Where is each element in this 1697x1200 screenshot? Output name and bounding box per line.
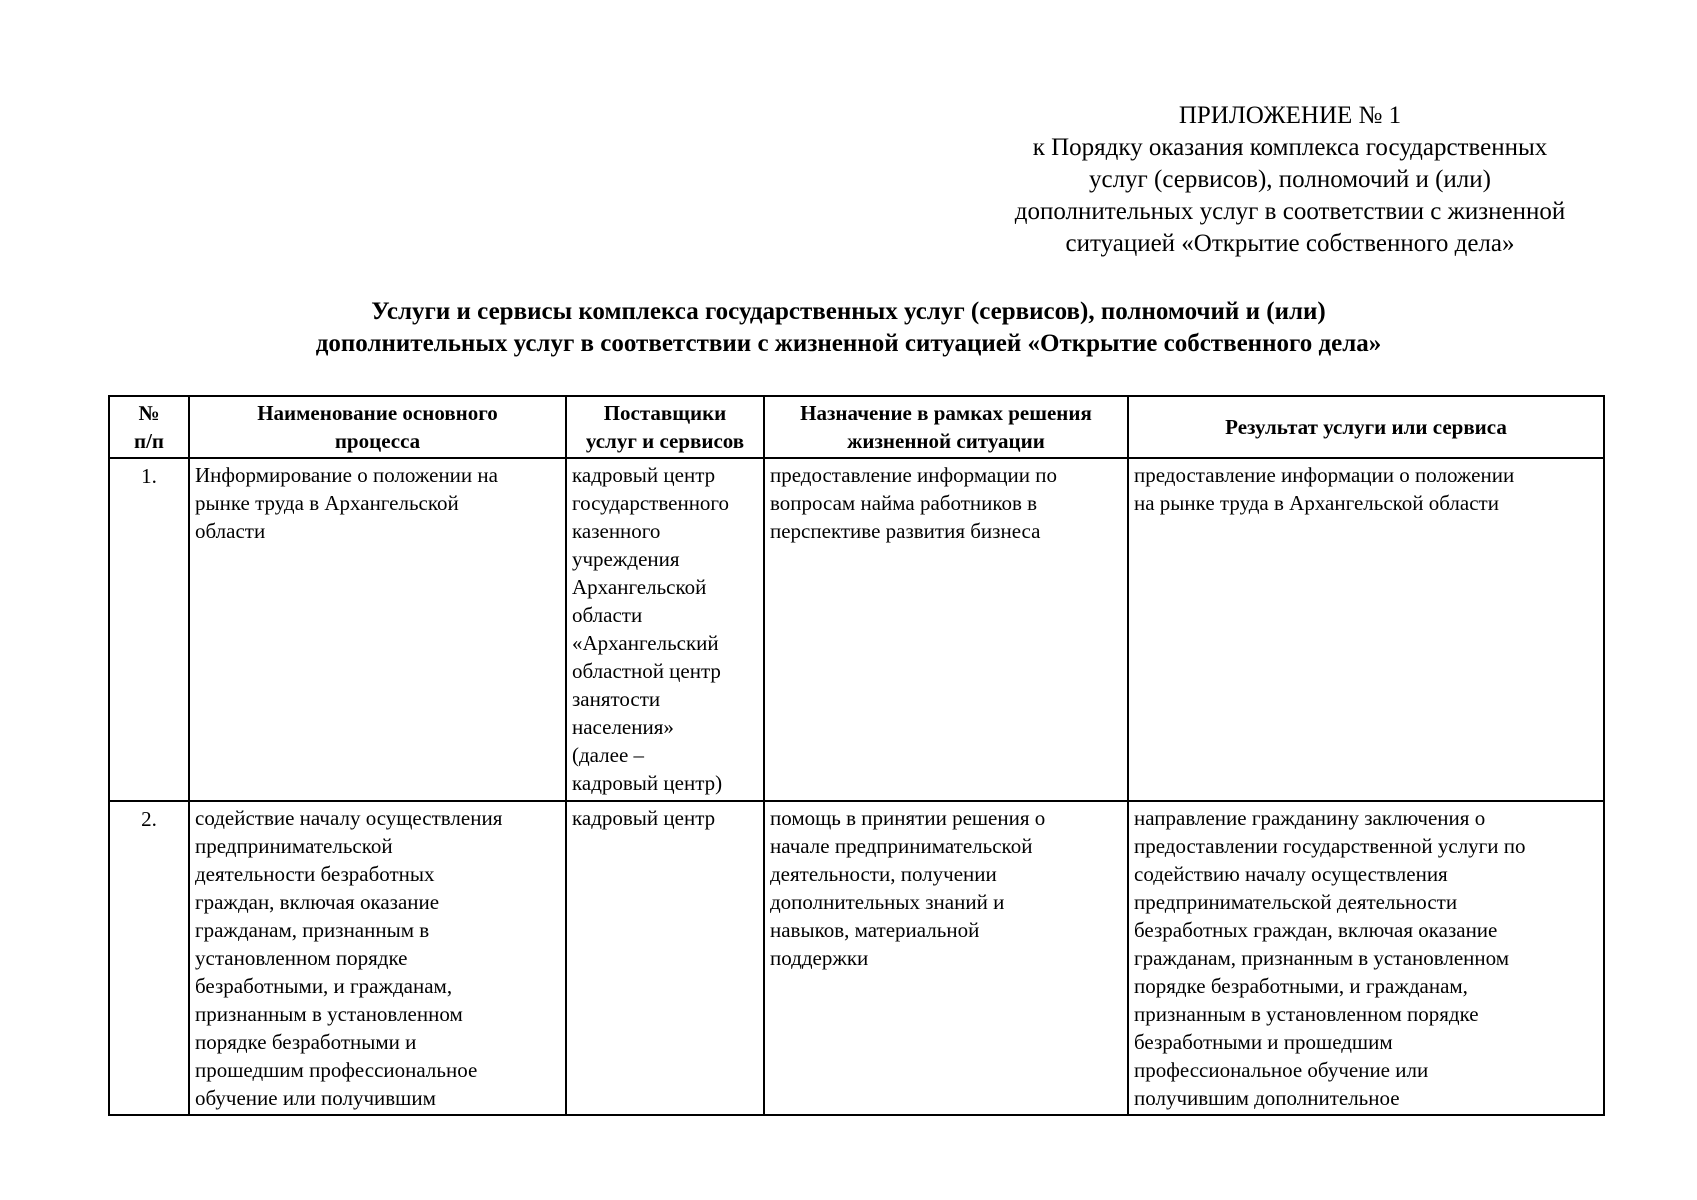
process-cell xyxy=(189,801,566,1115)
cell-text-line: гражданам, признанным в xyxy=(195,918,430,942)
cell-text-line: прошедшим профессиональное xyxy=(195,1058,478,1082)
header-number-line: № xyxy=(138,401,160,425)
cell-text-line: поддержки xyxy=(770,946,869,970)
header-number-line: п/п xyxy=(133,429,165,453)
process-cell xyxy=(189,458,566,801)
header-providers xyxy=(566,396,764,458)
cell-text-line: установленном порядке xyxy=(195,946,408,970)
purpose-cell xyxy=(764,801,1128,1115)
table-header-row xyxy=(109,396,1604,458)
cell-text-line: предпринимательской деятельности xyxy=(1134,890,1458,914)
header-number xyxy=(109,396,189,458)
cell-text-line: порядке безработными и xyxy=(195,1030,417,1054)
provider-cell xyxy=(566,801,764,1115)
appendix-line: ситуацией «Открытие собственного дела» xyxy=(1065,230,1515,257)
cell-text-line: кадровый центр xyxy=(572,806,716,830)
cell-text-line: учреждения xyxy=(572,547,680,571)
cell-text-line: кадровый центр xyxy=(572,463,716,487)
cell-text-line: порядке безработными, и гражданам, xyxy=(1134,974,1468,998)
cell-text-line: профессиональное обучение или xyxy=(1134,1058,1429,1082)
cell-text-line: деятельности безработных xyxy=(195,862,435,886)
appendix-number: ПРИЛОЖЕНИЕ № 1 xyxy=(1178,102,1402,129)
cell-text-line: рынке труда в Архангельской xyxy=(195,491,459,515)
result-cell xyxy=(1128,458,1604,801)
header-process-line: процесса xyxy=(334,429,421,453)
table-row xyxy=(109,801,1604,1115)
cell-text-line: дополнительных знаний и xyxy=(770,890,1005,914)
cell-text-line: навыков, материальной xyxy=(770,918,980,942)
cell-text-line: направление гражданину заключения о xyxy=(1134,806,1486,830)
header-purpose-line: Назначение в рамках решения xyxy=(800,401,1092,425)
cell-text-line: признанным в установленном порядке xyxy=(1134,1002,1479,1026)
document-title xyxy=(100,296,1597,360)
header-result-line: Результат услуги или сервиса xyxy=(1225,415,1507,439)
cell-text-line: безработными, и гражданам, xyxy=(195,974,453,998)
appendix-block xyxy=(950,100,1630,260)
cell-text-line: населения» xyxy=(572,715,674,739)
title-line-1: Услуги и сервисы комплекса государственных услуг (сервисов), полномочий и (или) xyxy=(371,298,1326,325)
cell-text-line: занятости xyxy=(572,687,661,711)
services-table xyxy=(108,395,1605,1116)
cell-text-line: вопросам найма работников в xyxy=(770,491,1038,515)
cell-text-line: государственного xyxy=(572,491,730,515)
header-providers-line: Поставщики xyxy=(603,401,727,425)
cell-text-line: предоставление информации по xyxy=(770,463,1057,487)
cell-text-line: безработными и прошедшим xyxy=(1134,1030,1393,1054)
cell-text-line: деятельности, получении xyxy=(770,862,997,886)
table-row xyxy=(109,458,1604,801)
cell-text-line: Информирование о положении на xyxy=(195,463,498,487)
cell-text-line: начале предпринимательской xyxy=(770,834,1033,858)
purpose-cell xyxy=(764,458,1128,801)
row-number: 2. xyxy=(109,801,189,1115)
result-cell xyxy=(1128,801,1604,1115)
header-purpose-line: жизненной ситуации xyxy=(847,429,1045,453)
cell-text-line: получившим дополнительное xyxy=(1134,1086,1400,1110)
header-result xyxy=(1128,396,1604,458)
cell-text-line: безработных граждан, включая оказание xyxy=(1134,918,1498,942)
cell-text-line: предпринимательской xyxy=(195,834,393,858)
cell-text-line: предоставлении государственной услуги по xyxy=(1134,834,1526,858)
title-line-2: дополнительных услуг в соответствии с жизненной ситуацией «Открытие собственного дела» xyxy=(315,330,1382,357)
header-providers-line: услуг и сервисов xyxy=(585,429,745,453)
row-number: 1. xyxy=(109,458,189,801)
cell-text-line: признанным в установленном xyxy=(195,1002,463,1026)
cell-text-line: гражданам, признанным в установленном xyxy=(1134,946,1510,970)
cell-text-line: помощь в принятии решения о xyxy=(770,806,1046,830)
header-process-line: Наименование основного xyxy=(257,401,498,425)
cell-text-line: казенного xyxy=(572,519,661,543)
cell-text-line: (далее – xyxy=(572,743,645,767)
cell-text-line: кадровый центр) xyxy=(572,771,723,795)
appendix-line: услуг (сервисов), полномочий и (или) xyxy=(1088,166,1491,193)
header-process xyxy=(189,396,566,458)
cell-text-line: областной центр xyxy=(572,659,721,683)
appendix-line: к Порядку оказания комплекса государственных xyxy=(1032,134,1548,161)
cell-text-line: области xyxy=(572,603,643,627)
header-purpose xyxy=(764,396,1128,458)
cell-text-line: граждан, включая оказание xyxy=(195,890,440,914)
cell-text-line: содействию началу осуществления xyxy=(1134,862,1448,886)
cell-text-line: обучение или получившим xyxy=(195,1086,436,1110)
cell-text-line: области xyxy=(195,519,266,543)
appendix-line: дополнительных услуг в соответствии с жизненной xyxy=(1014,198,1566,225)
cell-text-line: перспективе развития бизнеса xyxy=(770,519,1041,543)
provider-cell xyxy=(566,458,764,801)
cell-text-line: предоставление информации о положении xyxy=(1134,463,1515,487)
cell-text-line: «Архангельский xyxy=(572,631,719,655)
cell-text-line: Архангельской xyxy=(572,575,707,599)
cell-text-line: на рынке труда в Архангельской области xyxy=(1134,491,1499,515)
cell-text-line: содействие началу осуществления xyxy=(195,806,503,830)
